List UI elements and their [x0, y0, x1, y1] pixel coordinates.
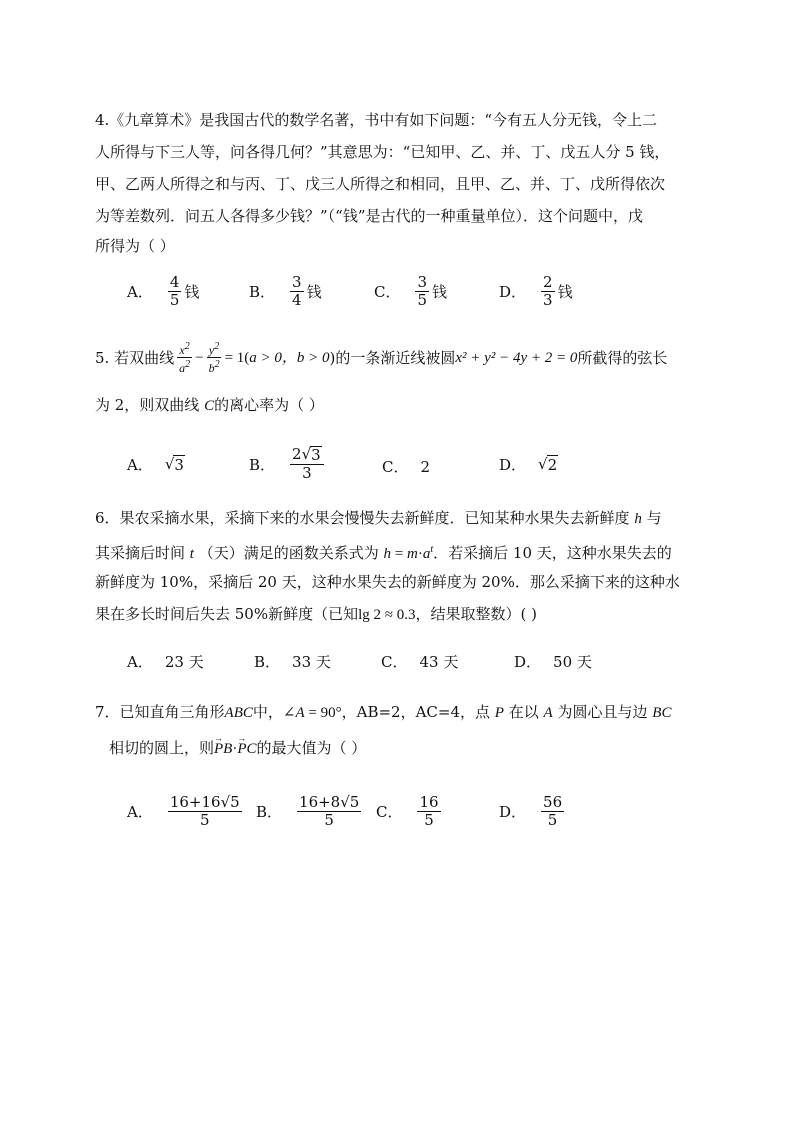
q4-line-2: 人所得与下三人等，问各得几何？”其意思为：“已知甲、乙、并、丁、戊五人分 5 钱，: [95, 143, 670, 161]
q6-line-2: 其采摘后时间 t （天）满足的函数关系式为 $h = m\cdot a^t$．若采摘后 10 天，这种水果失去的: [95, 544, 672, 562]
q6-option-c[interactable]: C． 43 天: [381, 653, 459, 671]
q4-line-1: 4.《九章算术》是我国古代的数学名著，书中有如下问题：“今有五人分无钱，令上二: [95, 111, 657, 129]
q6-line-3: 新鲜度为 10%，采摘后 20 天，这种水果失去的新鲜度为 20%．那么采摘下来的这种水: [95, 573, 680, 591]
q4-option-d[interactable]: D． $\frac{2}{3}$ 钱: [499, 273, 573, 309]
sqrt-expression: √ 3: [164, 455, 184, 474]
q5-line-2: 为 2，则双曲线 C的离心率为（ ）: [95, 396, 324, 414]
fraction: $\frac{56}{5}$: [543, 793, 563, 829]
q7-option-c[interactable]: C． $\frac{16}{5}$: [376, 793, 439, 829]
q7-option-d[interactable]: D． $\frac{56}{5}$: [499, 793, 563, 829]
q5-option-c[interactable]: C． 2: [382, 457, 431, 476]
sqrt-expression: √ 2: [538, 455, 558, 474]
fraction: $\frac{3}{4}$: [292, 273, 302, 309]
q7-option-b[interactable]: B． $\frac{16+8√5}{5}$: [256, 793, 360, 829]
q4-option-b[interactable]: B． $\frac{3}{4}$ 钱: [249, 273, 322, 309]
fraction: $\frac{16}{5}$: [419, 793, 439, 829]
q5-line-1: 5. 若双曲线 $\frac{x^2}{a^2}$ − $\frac{y^2}{b^2}$ = 1( a > 0，b > 0 )的一条渐近线被圆 x² + y² − 4y + 2 = 0 所截得的弦长: [95, 341, 668, 375]
fraction: 2 √ 3 3: [290, 446, 324, 482]
q5-option-d[interactable]: D． √ 2: [499, 455, 558, 474]
q7-line-2: 相切的圆上，则→ PB·→ PC的最大值为（ ）: [109, 738, 366, 759]
q4-option-c[interactable]: C． $\frac{3}{5}$ 钱: [374, 273, 448, 309]
q5-option-b[interactable]: B． 2 √ 3 3: [249, 446, 327, 482]
q6-line-1: 6．果农采摘水果，采摘下来的水果会慢慢失去新鲜度．已知某种水果失去新鲜度 h 与: [95, 509, 662, 527]
fraction: $\frac{x^2}{a^2}$: [179, 341, 191, 375]
fraction: $\frac{y^2}{b^2}$: [208, 341, 220, 375]
q7-line-1: 7．已知直角三角形ABC中，∠A = 90°，AB=2，AC=4，点 P 在以 A 为圆心且与边 BC: [95, 703, 672, 721]
q6-option-d[interactable]: D． 50 天: [514, 653, 592, 671]
q7-option-a[interactable]: A． $\frac{16+16√5}{5}$: [127, 793, 240, 829]
q5-option-a[interactable]: A． √ 3: [127, 455, 184, 474]
fraction: $\frac{16+16√5}{5}$: [169, 793, 240, 829]
q4-line-5: 所得为（ ）: [95, 237, 175, 255]
fraction: $\frac{3}{5}$: [417, 273, 428, 309]
q6-line-4: 果在多长时间后失去 50%新鲜度（已知lg 2 ≈ 0.3，结果取整数）( ): [95, 605, 538, 623]
fraction: $\frac{4}{5}$: [169, 273, 180, 309]
q6-option-b[interactable]: B． 33 天: [254, 653, 331, 671]
fraction: $\frac{16+8√5}{5}$: [299, 793, 360, 829]
q4-option-a[interactable]: A． $\frac{4}{5}$ 钱: [127, 273, 200, 309]
fraction: $\frac{2}{3}$: [543, 273, 553, 309]
q4-line-3: 甲、乙两人所得之和与丙、丁、戊三人所得之和相同，且甲、乙、并、丁、戊所得依次: [95, 175, 666, 193]
q4-line-4: 为等差数列．问五人各得多少钱？”（“钱”是古代的一种重量单位）．这个问题中，戊: [95, 207, 644, 225]
q6-option-a[interactable]: A． 23 天: [127, 653, 204, 671]
